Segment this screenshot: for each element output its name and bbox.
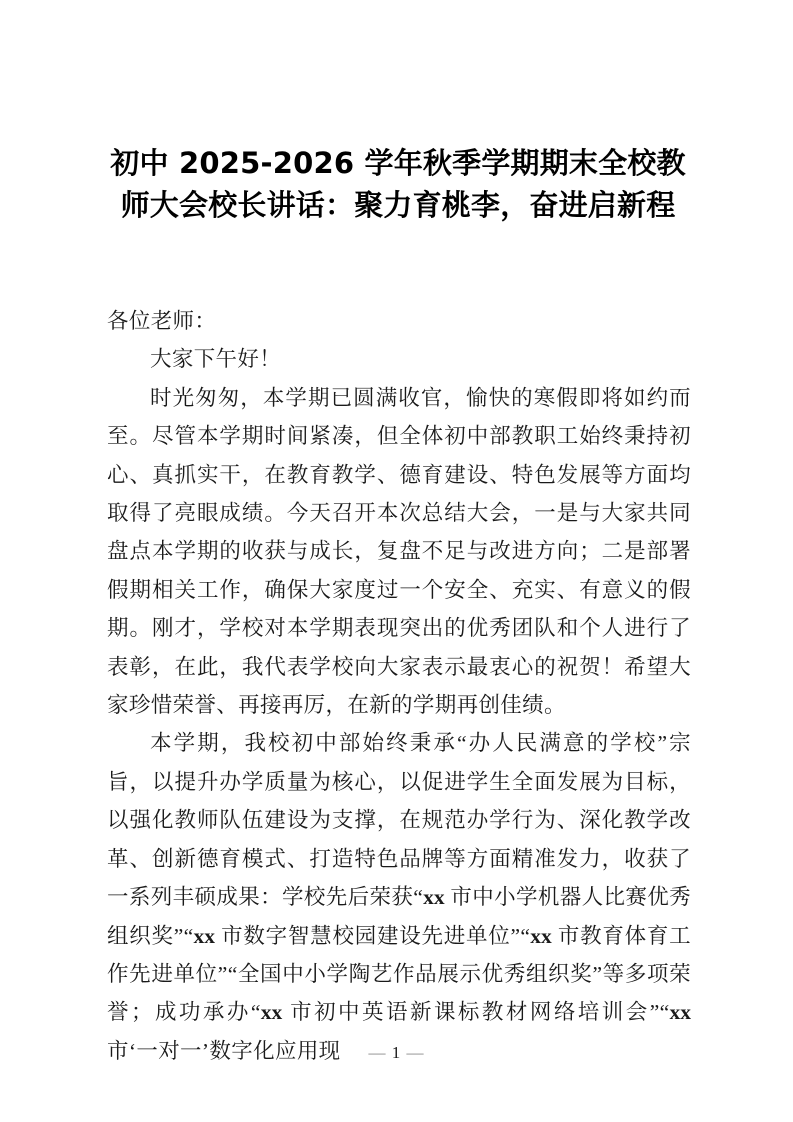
document-body [107, 302, 691, 1070]
placeholder-token: xx [260, 1000, 283, 1025]
page-number: 1 [391, 1043, 402, 1062]
placeholder-token: xx [193, 923, 216, 948]
placeholder-token: xx [530, 923, 552, 948]
paragraph-salutation: 各位老师： [107, 309, 217, 333]
placeholder-token: xx [669, 1000, 692, 1025]
page-footer [0, 1042, 793, 1064]
footer-dash-left: — [368, 1043, 387, 1062]
paragraph-achievements: 本学期，我校初中部始终秉承“办人民满意的学校”宗旨，以提升办学质量为核心，以促进学生全面发展为目标，以强化教师队伍建设为支撑，在规范办学行为、深化教学改革、创新德育模式、打造特色品牌等方面精准发力，收获了一系列丰硕成果：学校先后荣获“xx 市中小学机器人比赛优秀组织奖”“xx 市数字智慧校园建设先进单位”“xx 市教育体育工作先进单位”“全国中小学陶艺作品展示优秀组织奖”等多项荣誉；成功承办“xx 市初中英语新课标教材网络培训会”“xx 市‘一对一’数字化应用现 [107, 731, 692, 1063]
placeholder-token: xx [423, 885, 445, 910]
paragraph-greeting: 大家下午好！ [150, 347, 282, 372]
footer-dash-right: — [406, 1043, 425, 1062]
page-title: 初中 2025-2026 学年秋季学期期末全校教师大会校长讲话：聚力育桃李，奋进启新程 [110, 146, 686, 222]
paragraph-opening-summary: 时光匆匆，本学期已圆满收官，愉快的寒假即将如约而至。尽管本学期时间紧凑，但全体初中部教职工始终秉持初心、真抓实干，在教育教学、德育建设、特色发展等方面均取得了亮眼成绩。今天召开本次总结大会，一是与大家共同盘点本学期的收获与成长，复盘不足与改进方向；二是部署假期相关工作，确保大家度过一个安全、充实、有意义的假期。刚才，学校对本学期表现突出的优秀团队和个人进行了表彰，在此，我代表学校向大家表示最衷心的祝贺！希望大家珍惜荣誉、再接再厉，在新的学期再创佳绩。 [107, 385, 691, 718]
title-block [107, 142, 689, 226]
